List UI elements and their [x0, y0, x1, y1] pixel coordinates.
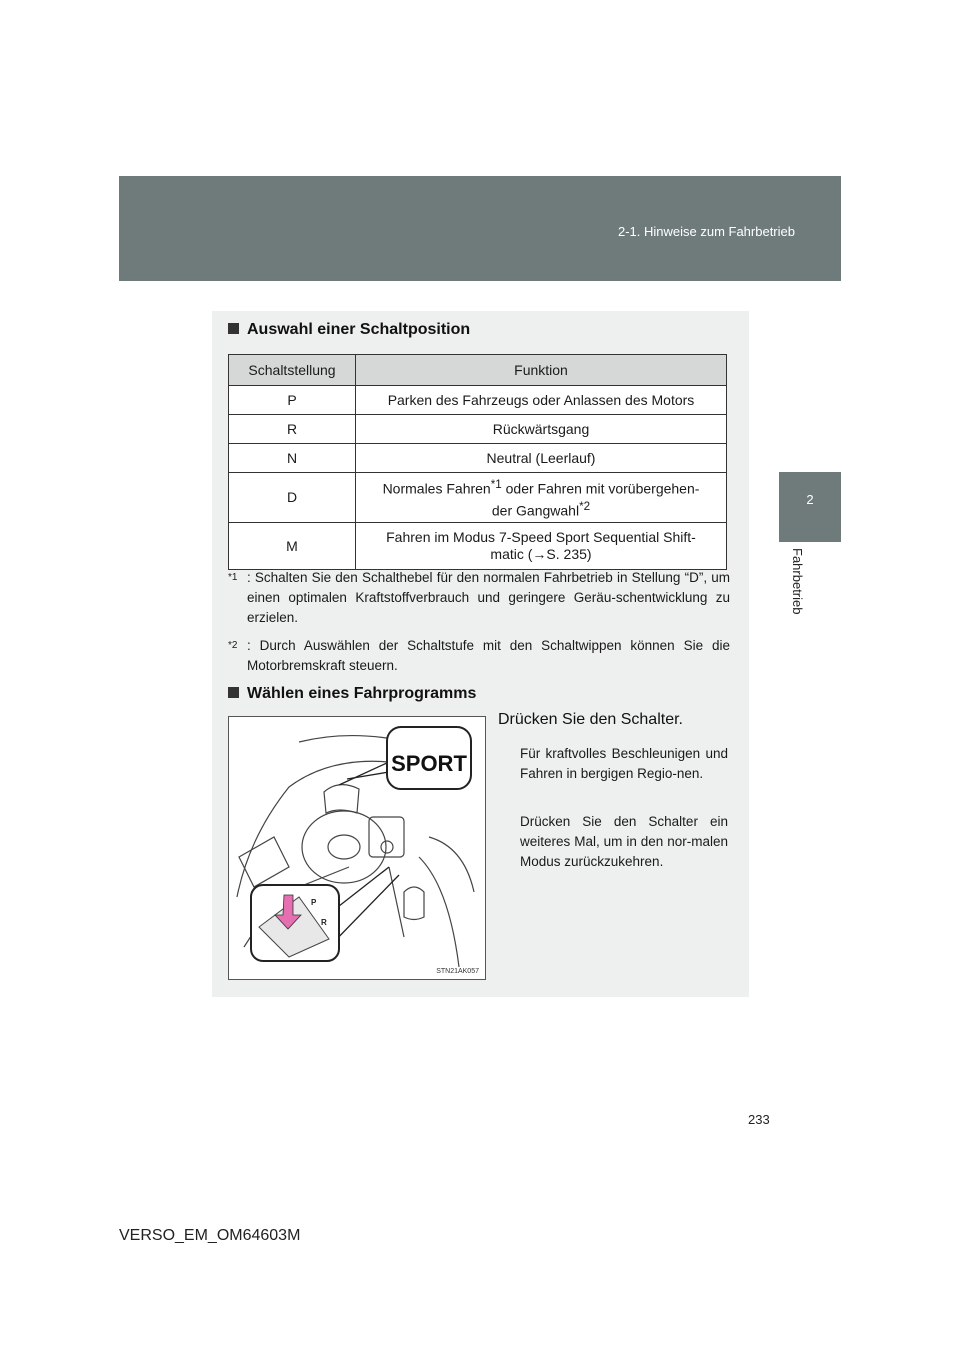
section-heading-shift-position [228, 321, 470, 339]
sport-label: SPORT [391, 751, 467, 776]
table-cell-function: Neutral (Leerlauf) [356, 444, 727, 473]
section-heading-text: Auswahl einer Schaltposition [247, 321, 471, 338]
table-header-row [229, 355, 727, 386]
footnote-text: : Durch Auswählen der Schaltstufe mit den Schaltwippen können Sie die Motorbremskraft steuern. [247, 638, 730, 673]
page-number: 233 [748, 1112, 770, 1127]
figure-code: STN21AK057 [436, 968, 479, 975]
footnote-mark: *2 [228, 640, 238, 651]
inset-letter-r: R [321, 918, 327, 927]
inset-letter-p: P [311, 898, 317, 907]
instruction-text: Drücken Sie den Schalter. [498, 711, 683, 728]
square-bullet-icon [228, 687, 239, 698]
square-bullet-icon [228, 323, 239, 334]
cell-text: Normales Fahren [382, 480, 491, 497]
dashboard-drawing [229, 717, 485, 979]
table-cell-position: D [229, 473, 356, 523]
switch-inset [251, 885, 339, 961]
table-cell-position: R [229, 415, 356, 444]
table-cell-function: Parken des Fahrzeugs oder Anlassen des Motors [356, 386, 727, 415]
page-reference-link[interactable]: matic (→S. 235) [490, 546, 592, 563]
table-cell-function: Rückwärtsgang [356, 415, 727, 444]
table-header-cell: Funktion [356, 355, 727, 386]
sport-callout [387, 727, 471, 789]
footnote-mark: *1 [228, 572, 238, 583]
chapter-side-tab[interactable] [779, 472, 841, 542]
footnote-text: : Schalten Sie den Schalthebel für den normalen Fahrbetrieb in Stellung “D”, um einen optimalen Kraftstoffverbrauch und geringere Geräu-schentwicklung zu erzielen. [247, 570, 730, 625]
cell-text: der Gangwahl [491, 502, 580, 519]
table-cell-position: N [229, 444, 356, 473]
table-row [229, 523, 727, 570]
document-code: VERSO_EM_OM64603M [119, 1227, 301, 1244]
table-row [229, 386, 727, 415]
shift-position-table [228, 354, 727, 570]
footnote-ref: *2 [579, 499, 591, 513]
paragraph-2: Drücken Sie den Schalter ein weiteres Mal, um in den nor-malen Modus zurückzukehren. [520, 814, 728, 869]
section-heading-drive-mode [228, 685, 476, 703]
dashboard-illustration [228, 716, 486, 980]
chapter-header-bar [119, 176, 841, 281]
paragraph-1: Für kraftvolles Beschleunigen und Fahren in bergigen Regio-nen. [520, 746, 728, 781]
table-row [229, 473, 727, 523]
table-row [229, 444, 727, 473]
chapter-breadcrumb: 2-1. Hinweise zum Fahrbetrieb [617, 224, 795, 239]
table-cell-function [356, 523, 727, 570]
table-cell-function [356, 473, 727, 523]
footnote-2 [228, 636, 730, 676]
cell-text: Fahren im Modus 7-Speed Sport Sequential Shift- [386, 529, 696, 546]
footnote-ref: *1 [490, 478, 502, 491]
section-heading-text: Wählen eines Fahrprogramms [247, 685, 477, 702]
footnote-1 [228, 568, 730, 628]
table-row [229, 415, 727, 444]
cell-text: oder Fahren mit vorübergehen- [501, 480, 700, 497]
chapter-number: 2 [806, 492, 814, 507]
chapter-side-label: Fahrbetrieb [790, 548, 805, 615]
table-header-cell: Schaltstellung [229, 355, 356, 386]
table-cell-position: P [229, 386, 356, 415]
table-cell-position: M [229, 523, 356, 570]
